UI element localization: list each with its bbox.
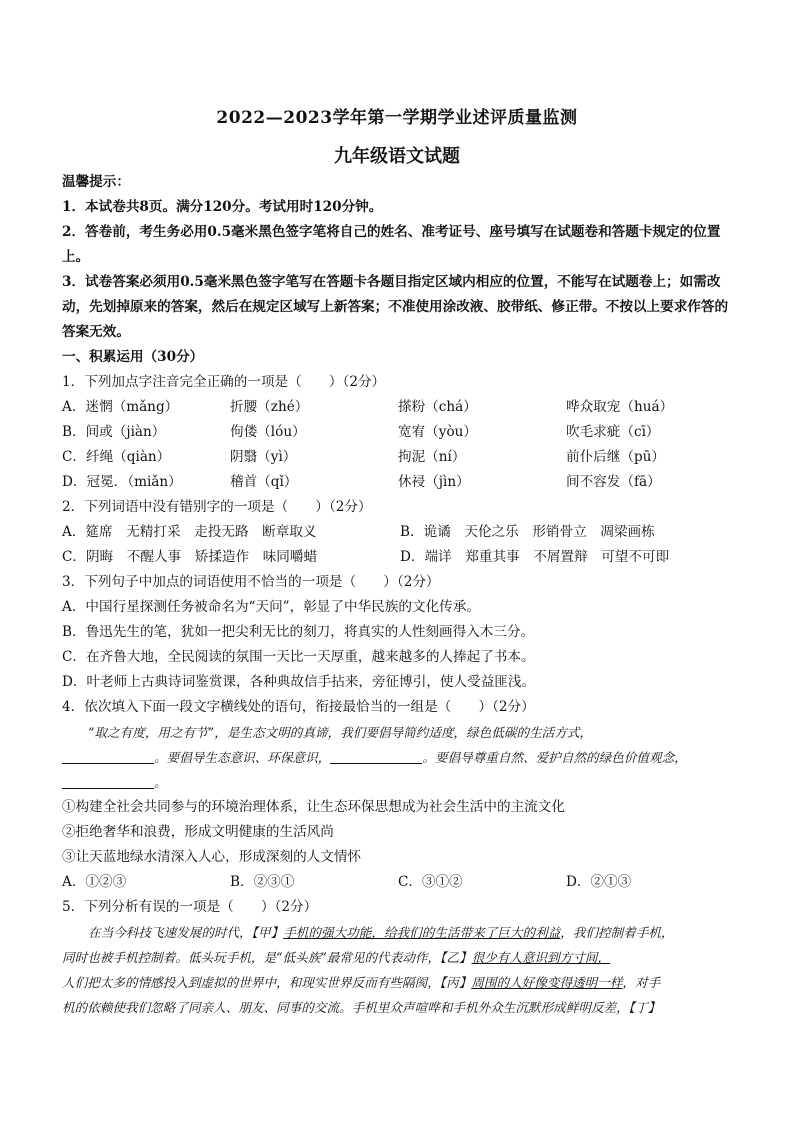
- question-5-passage: [62, 920, 738, 1020]
- underlined-text: 手机的强大功能，给我们的生活带来了巨大的利益: [283, 925, 561, 940]
- exam-title: 2022—2023学年第一学期学业述评质量监测: [216, 108, 578, 128]
- underlined-text: 很少有人意识到方寸间，: [471, 950, 611, 965]
- q4-choice: ③让天蓝地绿水清深入人心，形成深刻的人文情怀: [62, 849, 362, 865]
- q4-choice: ②拒绝奢华和浪费，形成文明健康的生活风尚: [62, 824, 334, 840]
- q1-option: 搽粉（chá）: [398, 399, 477, 415]
- q1-option: 哗众取宠（huá）: [566, 399, 674, 415]
- section-title: 一、积累运用（30分）: [62, 349, 204, 365]
- q4-option: C．③①②: [398, 874, 463, 890]
- passage-text: 。: [154, 775, 167, 790]
- underlined-text: 周围的人好像变得透明一样: [471, 975, 623, 990]
- q1-option: 休祲（jìn）: [398, 474, 470, 490]
- q1-option: 前仆后继（pū）: [566, 449, 666, 465]
- q4-option: A．①②③: [62, 874, 127, 890]
- tips-heading: 温馨提示：: [62, 174, 130, 190]
- question-1-stem: 1．下列加点字注音完全正确的一项是（ ）（2分）: [62, 374, 386, 390]
- q1-option: 吹毛求疵（cī）: [566, 424, 660, 440]
- question-1-options: [62, 395, 738, 495]
- q2-option: D．端详 郑重其事 不屑置辩 可望不可即: [400, 549, 670, 565]
- question-4-options: [62, 870, 738, 895]
- q4-option: D．②①③: [566, 874, 632, 890]
- question-3-stem: 3．下列句子中加点的词语使用不恰当的一项是（ ）（2分）: [62, 574, 440, 590]
- question-4-passage: [62, 720, 738, 795]
- q1-option: 佝偻（lóu）: [230, 424, 306, 440]
- passage-text: “取之有度，用之有节”，是生态文明的真谛，我们要倡导简约适度，绿色低碳的生活方式，: [88, 725, 593, 740]
- fill-blank: [62, 774, 154, 789]
- q4-choice: ①构建全社会共同参与的环境治理体系，让生态环保思想成为社会生活中的主流文化: [62, 799, 565, 815]
- question-2-options: [62, 520, 738, 570]
- passage-text: ，对手: [622, 975, 661, 990]
- q3-option: B．鲁迅先生的笔，犹如一把尖利无比的刻刀，将真实的人性刻画得入木三分。: [62, 624, 535, 640]
- fill-blank: [62, 749, 154, 764]
- passage-line: [62, 945, 738, 970]
- q1-option: D．冠冕．（miǎn）: [62, 474, 182, 490]
- exam-content: [62, 170, 738, 1020]
- q2-option: A．筵席 无精打采 走投无路 断章取义: [62, 524, 317, 540]
- q3-option: D．叶老师上古典诗词鉴赏课，各种典故信手拈来，旁征博引，使人受益匪浅。: [62, 674, 536, 690]
- passage-text: 在当今科技飞速发展的时代，【甲】: [88, 925, 284, 940]
- fill-blank: [330, 749, 422, 764]
- q1-option: A．迷惘（mǎng）: [62, 399, 179, 415]
- tip-item-2: 2．答卷前，考生务必用0.5毫米黑色签字笔将自己的姓名、准考证号、座号填写在试题卷和答题卡规定的位置上。: [62, 224, 721, 265]
- passage-text: 人们把太多的情感投入到虚拟的世界中，和现实世界反而有些隔阂，【丙】: [62, 975, 472, 990]
- q3-option: A．中国行星探测任务被命名为“天问”，彰显了中华民族的文化传承。: [62, 599, 480, 615]
- question-2-stem: 2．下列词语中没有错别字的一项是（ ）（2分）: [62, 499, 372, 515]
- q1-option: B．间或（jiàn）: [62, 424, 166, 440]
- question-5-stem: 5．下列分析有误的一项是（ ）（2分）: [62, 899, 318, 915]
- q2-option: B．诡谲 天伦之乐 形销骨立 凋梁画栋: [400, 524, 655, 540]
- question-4-stem: 4．依次填入下面一段文字横线处的语句，衔接最恰当的一组是（ ）（2分）: [62, 699, 535, 715]
- q1-option: 稽首（qǐ）: [230, 474, 298, 490]
- q3-option: C．在齐鲁大地，全民阅读的氛围一天比一天厚重，越来越多的人捧起了书本。: [62, 649, 535, 665]
- passage-line: [62, 970, 738, 995]
- passage-text: 机的依赖使我们忽略了同亲人、朋友、同事的交流。手机里众声喧哗和手机外众生沉默形成鲜明反差，【丁】: [62, 1000, 661, 1015]
- passage-line: [62, 920, 738, 945]
- exam-subtitle: 九年级语文试题: [334, 146, 460, 167]
- q1-option: 宽宥（yòu）: [398, 424, 477, 440]
- q1-option: C．纤绳（qiàn）: [62, 449, 171, 465]
- passage-text: ，我们控制着手机，: [560, 925, 674, 940]
- tip-item-3: 3．试卷答案必须用0.5毫米黑色签字笔写在答题卡各题目指定区域内相应的位置，不能写在试题卷上；如需改动，先划掉原来的答案，然后在规定区域写上新答案；不准使用涂改液、胶带纸、修正带。不按以上要求作答的答案无效。: [62, 274, 729, 340]
- passage-text: 。要倡导尊重自然、爱护自然的绿色价值观念，: [422, 750, 687, 765]
- passage-text: 同时也被手机控制着。低头玩手机，是“低头族”最常见的代表动作，【乙】: [62, 950, 472, 965]
- q4-option: B．②③①: [230, 874, 295, 890]
- q1-option: 阴翳（yì）: [230, 449, 297, 465]
- q1-option: 折腰（zhé）: [230, 399, 309, 415]
- tip-item-1: 1．本试卷共8页。满分120分。考试用时120分钟。: [62, 199, 383, 215]
- q1-option: 拘泥（ní）: [398, 449, 466, 465]
- q1-option: 间不容发（fā）: [566, 474, 661, 490]
- q2-option: C．阴晦 不醒人事 矫揉造作 味同嚼蜡: [62, 549, 318, 565]
- passage-text: 。要倡导生态意识、环保意识，: [154, 750, 331, 765]
- passage-line: [62, 995, 738, 1020]
